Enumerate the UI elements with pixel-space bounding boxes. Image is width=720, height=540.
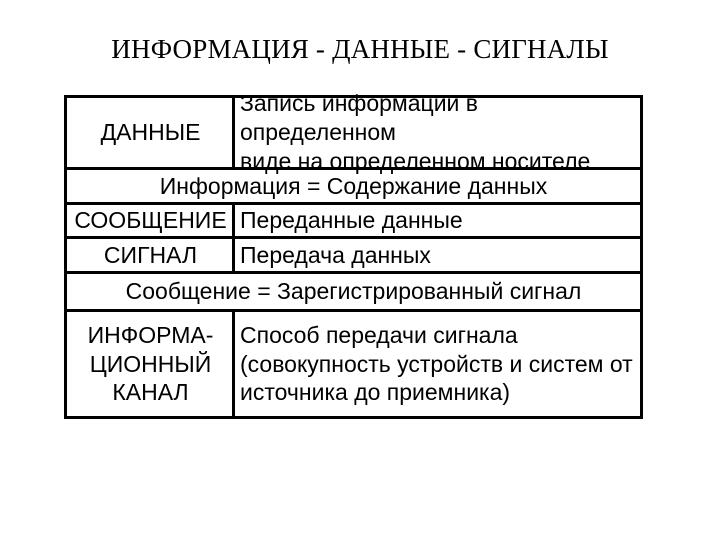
page-title: ИНФОРМАЦИЯ - ДАННЫЕ - СИГНАЛЫ [111, 34, 609, 64]
term-text: ДАННЫЕ [100, 119, 201, 146]
definition-line: виде на определенном носителе [240, 147, 591, 174]
definition-text: Переданные данные [240, 207, 463, 234]
definitions-table [64, 90, 643, 419]
table-row-message-equation [67, 274, 640, 312]
equation-cell [67, 170, 640, 202]
definition-line: Способ передачи сигнала [240, 321, 518, 348]
definition-cell [235, 90, 640, 174]
equation-text: Сообщение = Зарегистрированный сигнал [125, 278, 582, 305]
table-row-info-equation [67, 170, 640, 205]
table-row-message [67, 205, 640, 239]
term-text: СООБЩЕНИЕ [74, 207, 227, 234]
definition-cell [235, 205, 640, 236]
definition-cell [235, 312, 640, 416]
equation-text: Информация = Содержание данных [159, 172, 548, 199]
definition-line: (совокупность устройств и систем от [240, 350, 633, 377]
term-cell [67, 312, 235, 416]
term-cell [67, 239, 235, 271]
term-cell [67, 205, 235, 236]
term-text: ЦИОННЫЙ [89, 350, 212, 377]
term-cell [67, 98, 235, 167]
table-row-signal [67, 239, 640, 274]
table-row-data [67, 90, 640, 174]
definition-text: Передача данных [240, 241, 431, 268]
term-text: КАНАЛ [112, 379, 189, 406]
definition-line: источника до приемника) [240, 379, 511, 406]
definition-cell [235, 239, 640, 271]
term-text: СИГНАЛ [103, 241, 198, 268]
equation-cell [67, 274, 640, 309]
definition-line: Запись информации в определенном [240, 90, 478, 146]
term-text: ИНФОРМА- [87, 321, 214, 348]
table-row-channel [67, 312, 640, 416]
